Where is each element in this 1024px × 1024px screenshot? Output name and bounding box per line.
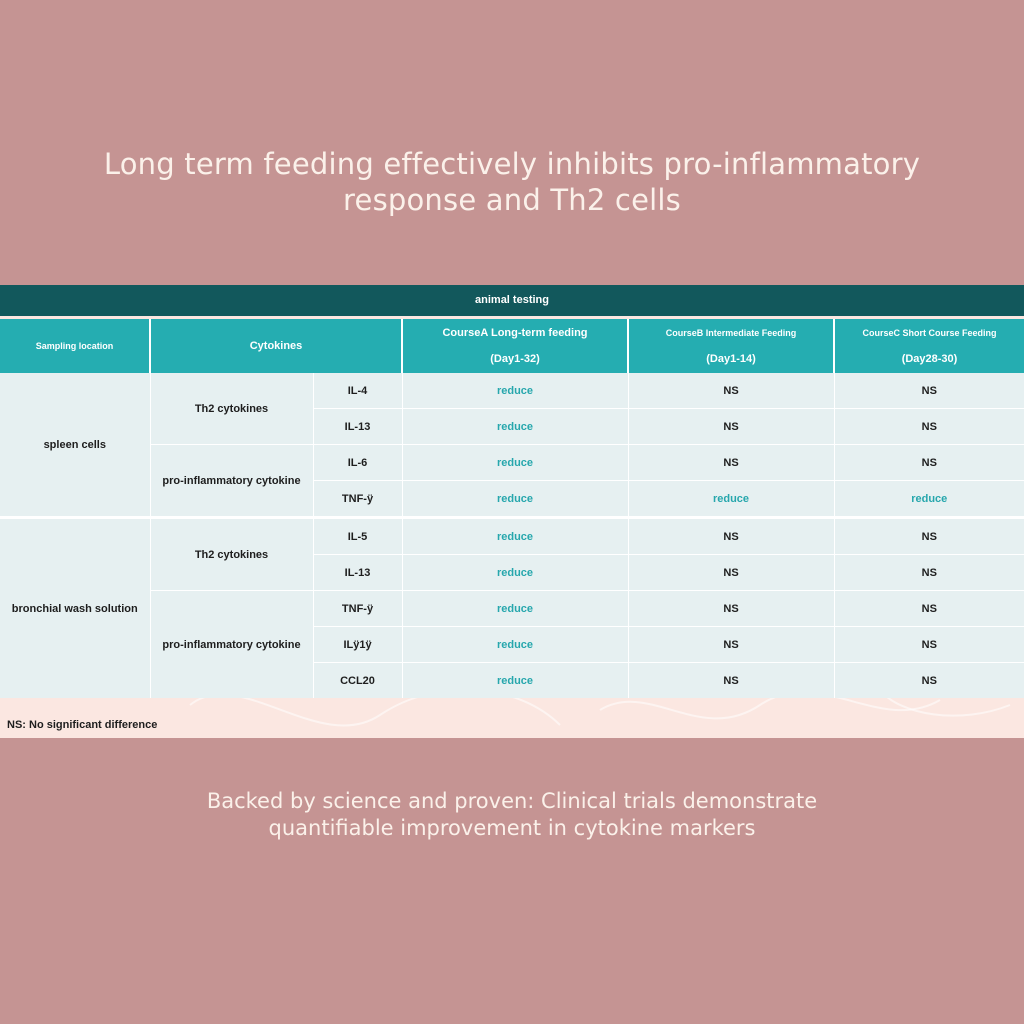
cytokine-cell: IL-5: [313, 518, 402, 555]
cytokine-type-cell: pro-inflammatory cytokine: [150, 445, 313, 518]
table-footnote: NS: No significant difference: [7, 719, 158, 731]
course-c-result: NS: [834, 445, 1024, 481]
course-a-name: CourseA Long-term feeding: [442, 327, 588, 339]
course-b-result: NS: [628, 409, 834, 445]
header-sampling-location: Sampling location: [0, 319, 150, 373]
sampling-location-cell: spleen cells: [0, 373, 150, 518]
course-b-result: NS: [628, 663, 834, 699]
course-a-result: reduce: [402, 373, 628, 409]
cytokine-type-cell: Th2 cytokines: [150, 373, 313, 445]
cytokine-cell: IL-13: [313, 409, 402, 445]
course-b-result: NS: [628, 445, 834, 481]
table-row: [0, 445, 1024, 481]
tagline-line-1: Backed by science and proven: Clinical trials demonstrate: [206, 789, 818, 813]
header-cytokines: Cytokines: [150, 319, 402, 373]
course-c-result: NS: [834, 518, 1024, 555]
course-c-result: NS: [834, 373, 1024, 409]
course-b-result: NS: [628, 591, 834, 627]
course-c-name: CourseC Short Course Feeding: [862, 328, 997, 338]
course-a-result: reduce: [402, 445, 628, 481]
course-b-result: NS: [628, 627, 834, 663]
course-c-result: NS: [834, 409, 1024, 445]
cytokine-cell: TNF-ÿ: [313, 481, 402, 518]
course-a-result: reduce: [402, 663, 628, 699]
cytokine-results-table: [0, 319, 1024, 698]
cytokine-cell: ILÿ1ÿ: [313, 627, 402, 663]
course-b-result: NS: [628, 518, 834, 555]
course-a-result: reduce: [402, 591, 628, 627]
headline-line-2: response and Th2 cells: [343, 183, 681, 217]
cytokine-cell: TNF-ÿ: [313, 591, 402, 627]
course-c-result: NS: [834, 591, 1024, 627]
course-b-result: reduce: [628, 481, 834, 518]
sampling-location-cell: bronchial wash solution: [0, 518, 150, 699]
course-b-name: CourseB Intermediate Feeding: [665, 328, 797, 338]
table-row: [0, 373, 1024, 409]
cytokine-cell: IL-13: [313, 555, 402, 591]
course-a-result: reduce: [402, 627, 628, 663]
cytokine-cell: IL-4: [313, 373, 402, 409]
course-a-result: reduce: [402, 555, 628, 591]
course-c-result: NS: [834, 663, 1024, 699]
cytokine-type-cell: Th2 cytokines: [150, 518, 313, 591]
results-table-card: [0, 285, 1024, 738]
course-c-result: NS: [834, 627, 1024, 663]
course-c-days: (Day28-30): [901, 353, 958, 365]
tagline-line-2: quantifiable improvement in cytokine markers: [268, 816, 756, 840]
cytokine-cell: CCL20: [313, 663, 402, 699]
table-row: [0, 591, 1024, 627]
headline-line-1: Long term feeding effectively inhibits pro-inflammatory: [103, 147, 921, 181]
course-c-result: NS: [834, 555, 1024, 591]
cytokine-cell: IL-6: [313, 445, 402, 481]
header-course-c: [834, 319, 1024, 373]
table-header-row: [0, 319, 1024, 373]
course-b-days: (Day1-14): [706, 353, 756, 365]
tagline: [40, 788, 984, 842]
course-a-days: (Day1-32): [490, 353, 540, 365]
cytokine-type-cell: pro-inflammatory cytokine: [150, 591, 313, 699]
table-row: [0, 518, 1024, 555]
course-a-result: reduce: [402, 481, 628, 518]
header-course-a: [402, 319, 628, 373]
course-a-result: reduce: [402, 409, 628, 445]
table-title: animal testing: [0, 285, 1024, 316]
course-b-result: NS: [628, 555, 834, 591]
headline: [40, 146, 984, 218]
course-a-result: reduce: [402, 518, 628, 555]
header-course-b: [628, 319, 834, 373]
course-b-result: NS: [628, 373, 834, 409]
course-c-result: reduce: [834, 481, 1024, 518]
